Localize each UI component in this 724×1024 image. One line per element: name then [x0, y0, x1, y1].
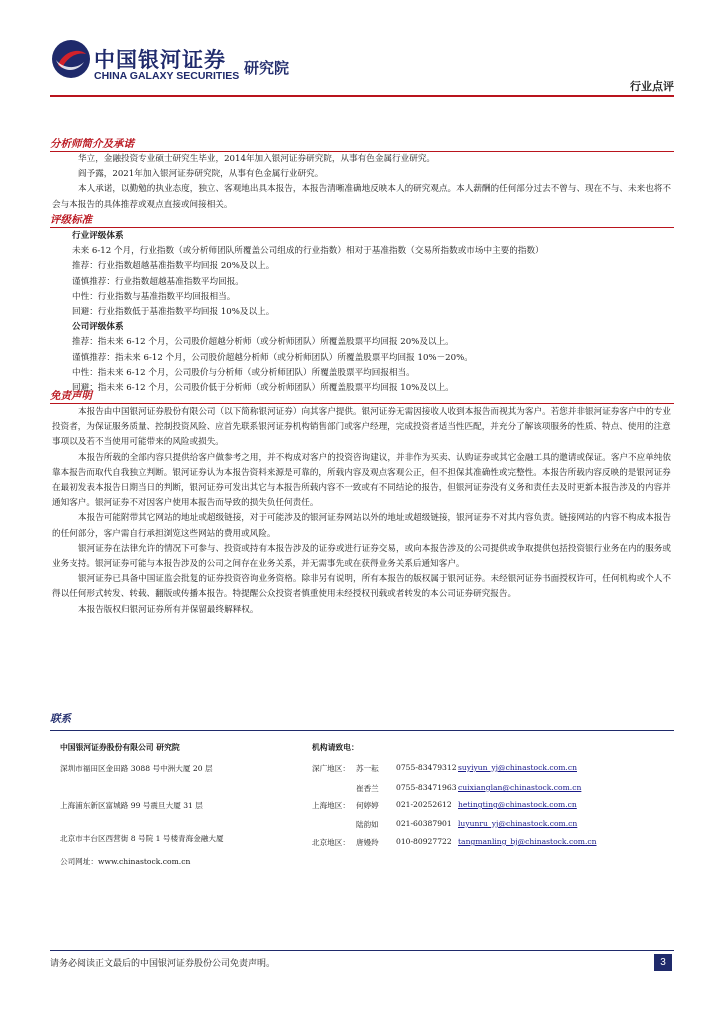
disclaimer-section-body — [52, 405, 676, 618]
disclaimer-paragraph: 本报告所载的全部内容只提供给客户做参考之用，并不构成对客户的投资咨询建议，并非作为买卖、认购证券或其它金融工具的邀请或保证。客户不应单纯依靠本报告而取代自我独立判断。银河证券认为本报告资料来源是可靠的，所载内容及观点客观公正，但不担保其准确性或完整性。本报告所载内容反映的是银河证券在最初发表本报告日期当日的判断，银河证券可发出其它与本报告所载内容不一致或有不同结论的报告，但银河证券没有义务和责任去及时更新本报告涉及的内容并通知客户。银河证券不对因客户使用本报告而导致的损失负任何责任。 — [52, 452, 671, 509]
industry-rating-line: 推荐：行业指数超越基准指数平均回报 20%及以上。 — [72, 261, 275, 272]
contact-email-link[interactable]: luyunru_yj@chinastock.com.cn — [458, 819, 578, 828]
contact-region: 深广地区： — [312, 764, 350, 773]
contact-region: 北京地区： — [312, 838, 350, 847]
header-divider — [50, 95, 674, 97]
address-shanghai: 上海浦东新区富城路 99 号震旦大厦 31 层 — [60, 801, 203, 810]
contact-phone: 0755-83471963 — [396, 783, 457, 792]
industry-rating-title: 行业评级体系 — [72, 231, 124, 241]
document-type: 行业点评 — [630, 80, 674, 93]
contact-email-link[interactable]: suyiyun_yj@chinastock.com.cn — [458, 763, 577, 772]
rating-section-body — [52, 229, 676, 396]
address-shenzhen: 深圳市福田区金田路 3088 号中洲大厦 20 层 — [60, 764, 213, 773]
contact-phone: 0755-83479312 — [396, 763, 457, 772]
contact-email-link[interactable]: cuixianglan@chinastock.com.cn — [458, 783, 582, 792]
contact-section-divider — [50, 730, 674, 731]
company-name: 中国银河证券股份有限公司 研究院 — [60, 743, 180, 752]
company-rating-line: 回避：指未来 6-12 个月，公司股价低于分析师（或分析师团队）所覆盖股票平均回报 10%及以上。 — [72, 383, 454, 394]
contact-name: 苏一耘 — [356, 764, 379, 773]
contact-phone: 021-60387901 — [396, 819, 452, 828]
institution-contact-title: 机构请致电： — [312, 743, 359, 752]
disclaimer-section-title: 免责声明 — [50, 390, 92, 402]
contact-section-title: 联系 — [50, 713, 71, 725]
galaxy-logo-icon — [50, 38, 92, 80]
logo-english-name: CHINA GALAXY SECURITIES — [94, 70, 240, 82]
disclaimer-section-divider — [50, 403, 674, 404]
contact-region: 上海地区： — [312, 801, 350, 810]
contact-name: 何婷婷 — [356, 801, 379, 810]
contact-phone: 021-20252612 — [396, 800, 452, 809]
contact-email-link[interactable]: tangmanling_bj@chinastock.com.cn — [458, 837, 597, 846]
company-rating-title: 公司评级体系 — [72, 322, 124, 333]
company-website[interactable]: 公司网址：www.chinastock.com.cn — [60, 857, 191, 866]
disclaimer-paragraph: 本报告可能附带其它网站的地址或超级链接，对于可能涉及的银河证券网站以外的地址或超级链接，银河证券不对其内容负责。链接网站的内容不构成本报告的任何部分，客户需自行承担浏览这些网站的费用或风险。 — [52, 513, 671, 539]
footer-notice: 请务必阅读正文最后的中国银河证券股份公司免责声明。 — [50, 959, 276, 969]
rating-section-title: 评级标准 — [50, 214, 92, 226]
logo-chinese-name: 中国银河证券 — [94, 48, 226, 72]
company-rating-line: 谨慎推荐：指未来 6-12 个月，公司股价超越分析师（或分析师团队）所覆盖股票平均回报 10%－20%。 — [72, 352, 473, 363]
company-logo — [50, 38, 240, 93]
analyst-commitment: 本人承诺，以勤勉的执业态度，独立、客观地出具本报告，本报告清晰准确地反映本人的研究观点。本人薪酬的任何部分过去不曾与、现在不与、未来也将不会与本报告的具体推荐或观点直接或间接相关。 — [52, 184, 671, 210]
disclaimer-paragraph: 银河证券已具备中国证监会批复的证券投资咨询业务资格。除非另有说明，所有本报告的版权属于银河证券。未经银河证券书面授权许可，任何机构或个人不得以任何形式转发、转载、翻版或传播本报告。特提醒公众投资者慎重使用未经授权刊载或者转发的本公司证券研究报告。 — [52, 574, 671, 600]
rating-section-divider — [50, 227, 674, 228]
footer-divider — [50, 950, 674, 951]
contact-phone: 010-80927722 — [396, 837, 452, 846]
contact-email-link[interactable]: hetingting@chinastock.com.cn — [458, 800, 577, 809]
contact-name: 陆韵如 — [356, 820, 379, 829]
analyst-section-body — [52, 152, 676, 213]
page-number: 3 — [654, 954, 672, 971]
disclaimer-paragraph: 本报告由中国银河证券股份有限公司（以下简称银河证券）向其客户提供。银河证券无需因接收人收到本报告而视其为客户。若您并非银河证券客户中的专业投资者，为保证服务质量、控制投资风险、应首先联系银河证券机构销售部门或客户经理，完成投资者适当性匹配，并充分了解该项服务的性质、特点、使用的注意事项以及若不当使用可能带来的风险或损失。 — [52, 407, 671, 448]
contact-name: 崔香兰 — [356, 784, 379, 793]
industry-rating-line: 未来 6-12 个月，行业指数（或分析师团队所覆盖公司组成的行业指数）相对于基准指数（交易所指数或市场中主要的指数） — [72, 246, 544, 257]
disclaimer-paragraph: 银河证券在法律允许的情况下可参与、投资或持有本报告涉及的证券或进行证券交易，或向本报告涉及的公司提供或争取提供包括投资银行业务在内的服务或业务支持。银河证券可能与本报告涉及的公司之间存在业务关系，并无需事先或在获得业务关系后通知客户。 — [52, 543, 671, 570]
analyst-section-title: 分析师简介及承诺 — [50, 138, 134, 150]
industry-rating-line: 谨慎推荐：行业指数超越基准指数平均回报。 — [72, 276, 244, 287]
analyst-line: 华立，金融投资专业硕士研究生毕业，2014年加入银河证券研究院，从事有色金属行业研究。 — [78, 154, 436, 164]
company-rating-line: 中性：指未来 6-12 个月，公司股价与分析师（或分析师团队）所覆盖股票平均回报相当。 — [72, 367, 415, 378]
industry-rating-line: 回避：行业指数低于基准指数平均回报 10%及以上。 — [72, 307, 275, 318]
institute-name: 研究院 — [244, 59, 290, 77]
company-rating-line: 推荐：指未来 6-12 个月，公司股价超越分析师（或分析师团队）所覆盖股票平均回报 20%及以上。 — [72, 337, 454, 348]
address-beijing: 北京市丰台区西营街 8 号院 1 号楼青海金融大厦 — [60, 834, 224, 843]
analyst-line: 阎予露，2021年加入银河证券研究院，从事有色金属行业研究。 — [78, 169, 324, 180]
disclaimer-paragraph: 本报告版权归银河证券所有并保留最终解释权。 — [78, 604, 259, 615]
contact-name: 唐嫚羚 — [356, 838, 379, 847]
industry-rating-line: 中性：行业指数与基准指数平均回报相当。 — [72, 291, 236, 302]
